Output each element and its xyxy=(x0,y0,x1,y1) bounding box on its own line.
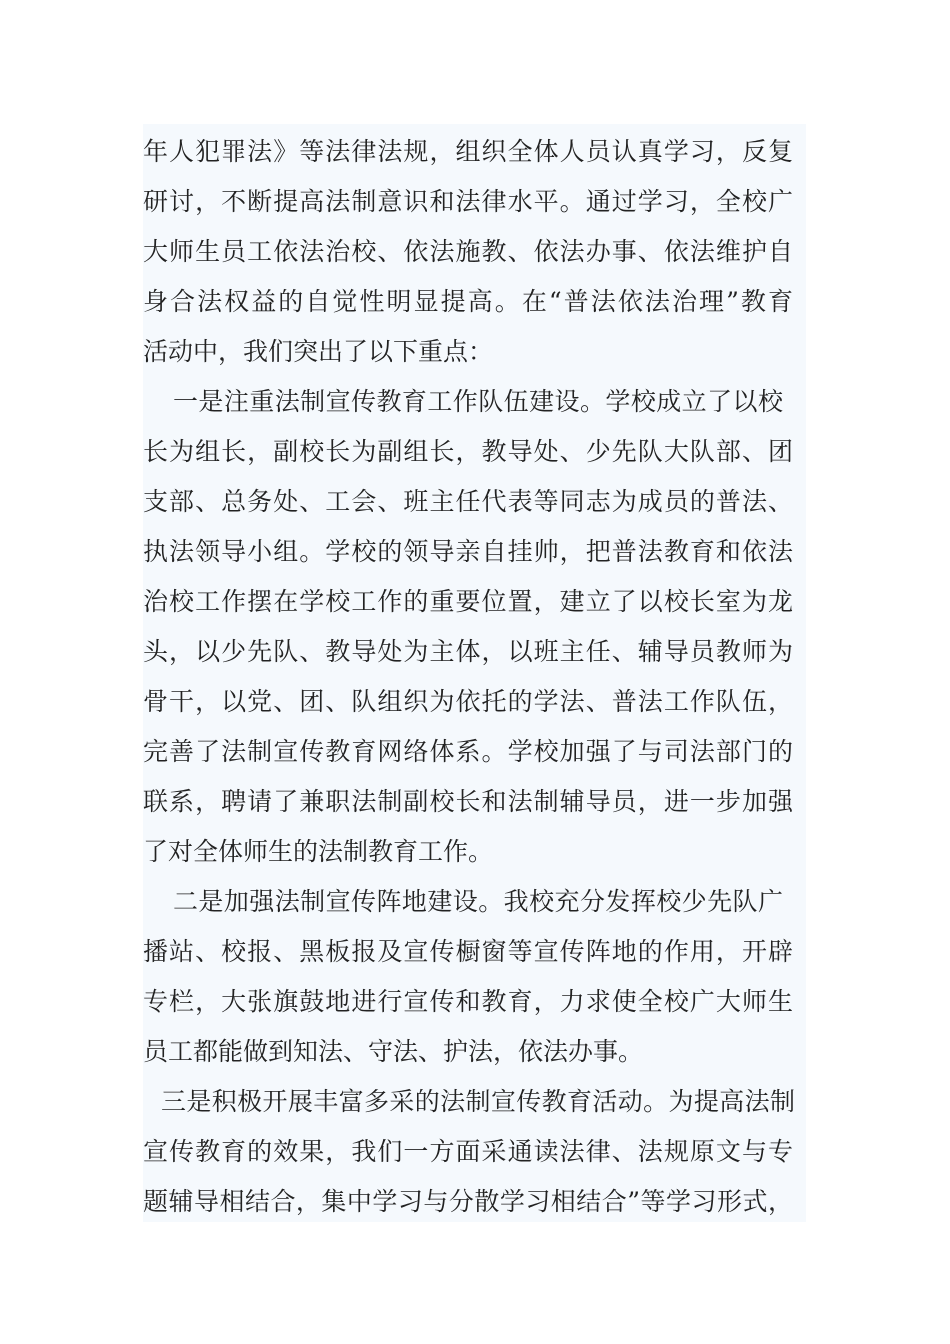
paragraph-3-start: 三是积极开展丰富多采的法制宣传教育活动。为提高法制 xyxy=(161,1087,795,1116)
text-line-1: 年人犯罪法》等法律法规，组织全体人员认真学习，反复 xyxy=(143,137,793,166)
text-line-11: 头，以少先队、教导处为主体，以班主任、辅导员教师为 xyxy=(143,637,793,666)
text-line-18: 专栏，大张旗鼓地进行宣传和教育，力求使全校广大师生 xyxy=(143,987,793,1016)
text-line-14: 联系，聘请了兼职法制副校长和法制辅导员，进一步加强 xyxy=(143,787,793,816)
text-line-22: 题辅导相结合，集中学习与分散学习相结合”等学习形式， xyxy=(143,1187,793,1216)
paragraph-1-start: 一是注重法制宣传教育工作队伍建设。学校成立了以校 xyxy=(173,387,783,416)
text-line-21: 宣传教育的效果，我们一方面采通读法律、法规原文与专 xyxy=(143,1137,793,1166)
text-line-8: 支部、总务处、工会、班主任代表等同志为成员的普法、 xyxy=(143,487,793,516)
text-line-10: 治校工作摆在学校工作的重要位置，建立了以校长室为龙 xyxy=(143,587,793,616)
text-line-19: 员工都能做到知法、守法、护法，依法办事。 xyxy=(143,1037,644,1066)
text-line-9: 执法领导小组。学校的领导亲自挂帅，把普法教育和依法 xyxy=(143,537,793,566)
text-line-17: 播站、校报、黑板报及宣传橱窗等宣传阵地的作用，开辟 xyxy=(143,937,793,966)
text-line-12: 骨干，以党、团、队组织为依托的学法、普法工作队伍， xyxy=(143,687,793,716)
text-line-5: 活动中，我们突出了以下重点： xyxy=(143,337,494,366)
text-line-15: 了对全体师生的法制教育工作。 xyxy=(143,837,494,866)
text-line-2: 研讨，不断提高法制意识和法律水平。通过学习，全校广 xyxy=(143,187,793,216)
text-line-13: 完善了法制宣传教育网络体系。学校加强了与司法部门的 xyxy=(143,737,793,766)
text-line-4: 身合法权益的自觉性明显提高。在“普法依法治理”教育 xyxy=(143,287,793,316)
text-line-3: 大师生员工依法治校、依法施教、依法办事、依法维护自 xyxy=(143,237,793,266)
text-line-7: 长为组长，副校长为副组长，教导处、少先队大队部、团 xyxy=(143,437,793,466)
paragraph-2-start: 二是加强法制宣传阵地建设。我校充分发挥校少先队广 xyxy=(173,887,783,916)
document-body xyxy=(143,124,806,1222)
